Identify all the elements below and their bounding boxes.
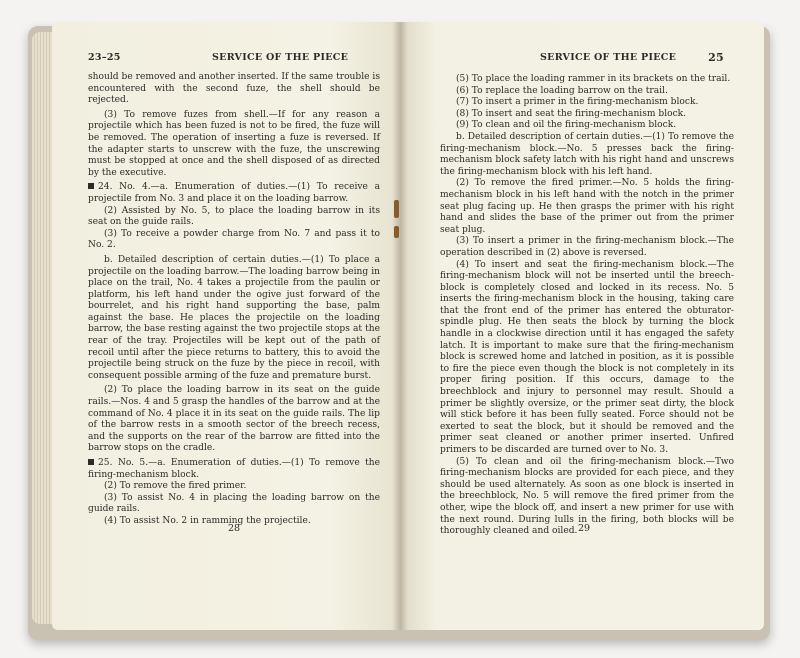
- paragraph-text: (5) To place the loading rammer in its brackets on the trail.: [456, 74, 731, 84]
- paragraph: [88, 385, 380, 455]
- paragraph-text: (2) To remove the fired primer.: [104, 481, 247, 492]
- paragraph: [88, 255, 380, 383]
- paragraph-text: (7) To insert a primer in the firing-mechanism block.: [456, 97, 699, 108]
- paragraph-text: (4) To insert and seat the firing-mechanism block.—The firing-mechanism block will not be inserted until the breech-block is completely closed and locked in its recess. No. 5 inserts the firing-mechanism block in the housing, taking care that the front end of the primer has entered the obturator-spindle plug. He then seats the block by turning the block handle in a clockwise direction until it has engaged the safety latch. It is important to make sure that the firing-mechanism block is screwed home and latched in position, as it is possible to fire the piece even though the block is not completely in its proper firing position. If this occurs, damage to the breechblock and injury to personnel may result. Should a primer be slightly oversize, or the primer seat dirty, the block will stick before it has been fully seated. Force should not be exerted to seat the block, but it should be removed and the primer seat cleaned or another primer inserted. Unfired primers to be discarded are turned over to No. 3.: [440, 259, 734, 455]
- paragraph-text: (6) To replace the loading barrow on the trail.: [456, 85, 668, 96]
- paragraph-text: (2) Assisted by No. 5, to place the loading barrow in its seat on the guide rails.: [88, 205, 380, 228]
- paragraph: [88, 110, 380, 180]
- paragraph: [440, 236, 734, 259]
- left-page-number: 28: [228, 523, 241, 534]
- right-page-body: [440, 74, 734, 538]
- paragraph-text: (3) To remove fuzes from shell.—If for any reason a projectile which has been fuzed is not to be fired, the fuze will be removed. The operation of inserting a fuze is reversed. If the adapter starts to unscrew with the fuze, the unscrewing must be stopped at once and the shell disposed of as directed by the executive.: [88, 109, 380, 178]
- paragraph: [88, 458, 380, 481]
- paragraph: [440, 132, 734, 178]
- paragraph: [440, 120, 734, 132]
- right-page: [400, 22, 764, 630]
- paragraph: [440, 178, 734, 236]
- paragraph-text: (3) To assist No. 4 in placing the loading barrow on the guide rails.: [88, 492, 380, 515]
- right-page-number: 29: [578, 523, 591, 534]
- binding-thread: [394, 226, 399, 238]
- left-page-body: [88, 72, 380, 528]
- paragraph: [88, 493, 380, 516]
- paragraph: [88, 182, 380, 205]
- paragraph-text: (3) To insert a primer in the firing-mechanism block.—The operation described in (2) above is reversed.: [440, 236, 734, 258]
- paragraph: [440, 97, 734, 109]
- paragraph: [88, 72, 380, 107]
- paragraph: [88, 229, 380, 252]
- right-header-title: SERVICE OF THE PIECE: [540, 52, 677, 63]
- left-header-number: 23–25: [88, 52, 121, 63]
- paragraph: [440, 109, 734, 121]
- paragraph-text: (2) To remove the fired primer.—No. 5 holds the firing-mechanism block in his left hand with the notch in the primer seat plug facing up. He then grasps the primer with his right hand and slides the base of the primer out from the primer seat plug.: [440, 178, 734, 235]
- paragraph-text: (4) To assist No. 2 in ramming the projectile.: [104, 515, 311, 526]
- binding-thread: [394, 200, 399, 218]
- paragraph-text: 25. No. 5.—a. Enumeration of duties.—(1) To remove the firing-mechanism block.: [88, 458, 380, 480]
- paragraph-text: 24. No. 4.—a. Enumeration of duties.—(1) To receive a projectile from No. 3 and place it on the loading barrow.: [88, 182, 380, 204]
- paragraph: [440, 74, 734, 86]
- paragraph: [88, 206, 380, 229]
- right-header-number: 25: [708, 51, 724, 64]
- paragraph-text: should be removed and another inserted. If the same trouble is encountered with the second fuze, the shell should be rejected.: [88, 72, 380, 106]
- paragraph: [440, 86, 734, 98]
- left-page: [52, 22, 400, 630]
- section-marker-icon: [88, 183, 94, 189]
- paragraph: [88, 481, 380, 493]
- paragraph-text: b. Detailed description of certain duties.—(1) To remove the firing-mechanism block.—No. 5 presses back the firing-mechanism block safety latch with his right hand and unscrews the firing-mechanism block with his left hand.: [440, 131, 734, 177]
- paragraph: [440, 260, 734, 457]
- paragraph-text: (9) To clean and oil the firing-mechanism block.: [456, 120, 677, 131]
- left-header-title: SERVICE OF THE PIECE: [212, 52, 349, 63]
- paragraph-text: b. Detailed description of certain duties.—(1) To place a projectile on the loading barrow.—The loading barrow being in place on the trail, No. 4 takes a projectile from the paulin or platform, his left hand under the ogive just forward of the bourrelet, and his right hand supporting the base, palm against the base. He places the projectile on the loading barrow, the base resting against the two projectile stops at the rear of the tray. Projectiles will be kept out of the path of recoil until after the piece returns to battery, this to avoid the projectile being struck on the fuze by the piece in recoil, with consequent possible arming of the fuze and premature burst.: [88, 254, 380, 381]
- paragraph-text: (3) To receive a powder charge from No. 7 and pass it to No. 2.: [88, 228, 380, 251]
- paragraph-text: (5) To clean and oil the firing-mechanism block.—Two firing-mechanism blocks are provided for each piece, and they should be used alternately. As soon as one block is inserted in the breechblock, No. 5 will remove the fired primer from the other, wipe the block off, and insert a new primer for use with the next round. During lulls in the firing, both blocks will be thoroughly cleaned and oiled.: [440, 456, 734, 537]
- paragraph-text: (2) To place the loading barrow in its seat on the guide rails.—Nos. 4 and 5 grasp the handles of the barrow and at the command of No. 4 place it in its seat on the guide rails. The lip of the barrow rests in a smooth sector of the breech recess, and the supports on the rear of the barrow are fitted into the barrow stops on the cradle.: [88, 385, 380, 454]
- section-marker-icon: [88, 459, 94, 465]
- book-gutter: [392, 22, 408, 630]
- paragraph-text: (8) To insert and seat the firing-mechanism block.: [456, 108, 687, 119]
